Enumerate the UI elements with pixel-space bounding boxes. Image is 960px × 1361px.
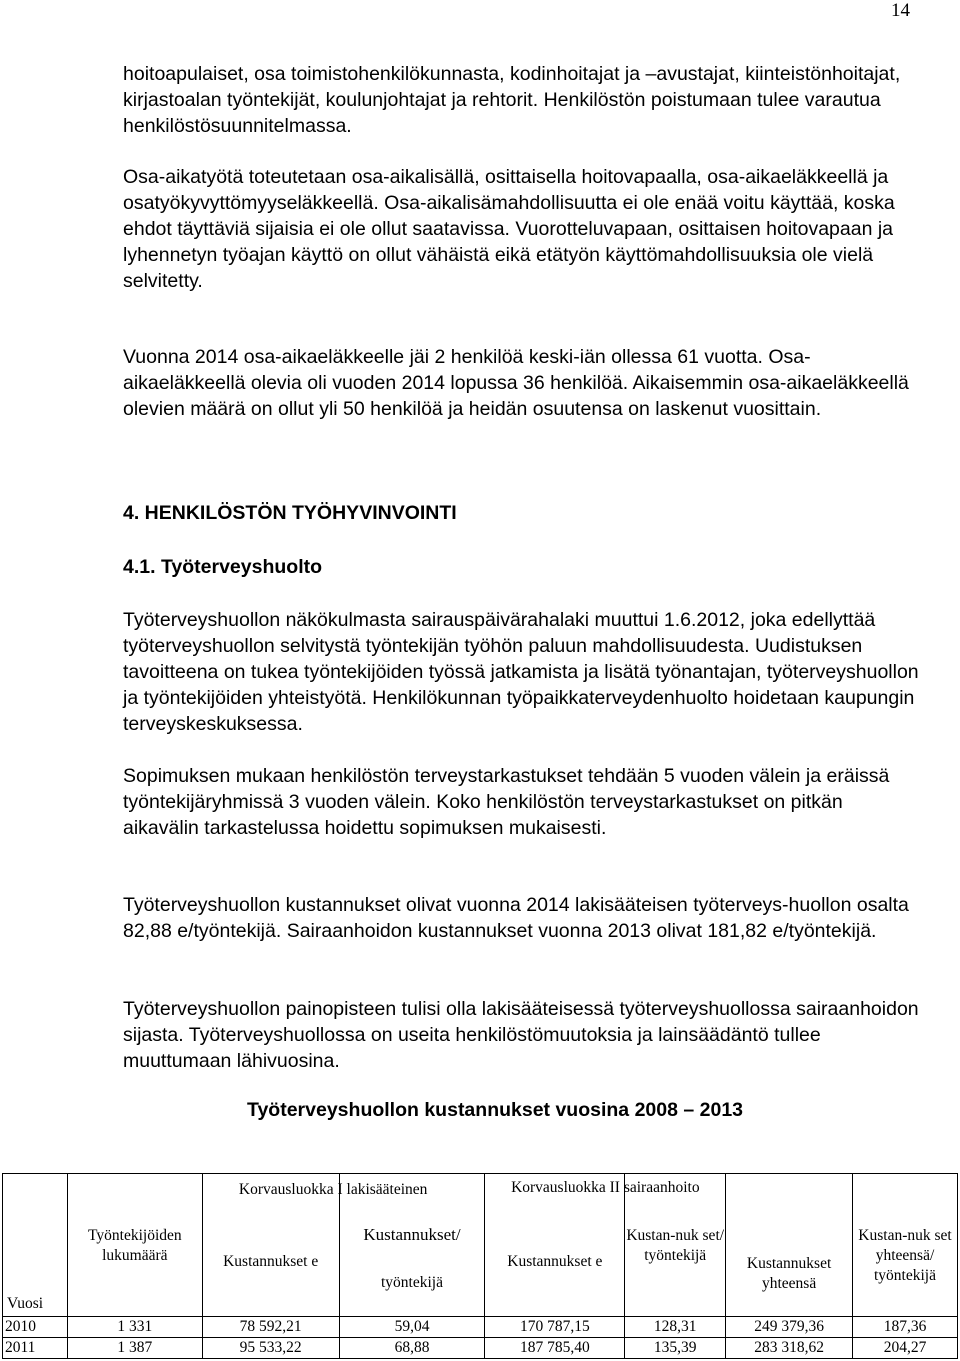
table-header-row <box>3 1174 958 1317</box>
header-class2-costs: Korvausluokka II sairaanhoito Kustannukset e <box>485 1174 625 1317</box>
header-year: Vuosi <box>3 1174 68 1317</box>
paragraph-health-checks <box>123 763 923 841</box>
cell-employee-count: 1 387 <box>67 1338 202 1359</box>
cell-class1-costs: 95 533,22 <box>202 1338 339 1359</box>
cell-total-per-employee: 204,27 <box>853 1338 958 1359</box>
header-class2-per-employee: Kustan-nuk set/ työntekijä <box>625 1174 726 1317</box>
paragraph-part-time-work <box>123 164 923 294</box>
paragraph-costs <box>123 892 923 944</box>
header-class1-per-employee: Kustannukset/ työntekijä <box>339 1174 485 1317</box>
paragraph-text: Työterveyshuollon näkökulmasta sairauspäivärahalaki muuttui 1.6.2012, joka edellyttää työterveyshuollon selvitystä työntekijän työhön paluun mahdollisuudesta. Uudistuksen tavoitteena on tukea työntekijöiden työssä jatkamista ja lisätä työnantajan, työterveyshuollon ja työntekijöiden yhteistyötä. Henkilökunnan työpaikkaterveydenhuolto hoidetaan kaupungin terveyskeskuksessa. <box>123 609 919 735</box>
page-number: 14 <box>891 0 910 21</box>
paragraph-text: Vuonna 2014 osa-aikaeläkkeelle jäi 2 henkilöä keski-iän ollessa 61 vuotta. Osa-aikaeläkkeellä olevia oli vuoden 2014 lopussa 36 henkilöä. Aikaisemmin osa-aikaeläkkeellä olevien määrä on ollut yli 50 henkilöä ja heidän osuutensa on laskenut vuosittain. <box>123 346 909 420</box>
header-group-class1: Korvausluokka I lakisääteinen <box>238 1181 428 1198</box>
paragraph-part-time-pension <box>123 344 923 422</box>
header-employee-count: Työntekijöiden lukumäärä <box>67 1174 202 1317</box>
cell-year: 2011 <box>3 1338 68 1359</box>
header-group-class2: Korvausluokka II sairaanhoito <box>511 1179 700 1196</box>
paragraph-staff-retirement <box>123 61 923 139</box>
paragraph-text: Työterveyshuollon painopisteen tulisi olla lakisääteisessä työterveyshuollossa sairaanhoidon sijasta. Työterveyshuollossa on useita henkilöstömuutoksia ja lainsäädäntö tullee muuttumaan lähivuosina. <box>123 998 919 1072</box>
cell-total-costs: 283 318,62 <box>726 1338 853 1359</box>
cell-class2-costs: 187 785,40 <box>485 1338 625 1359</box>
table-title: Työterveyshuollon kustannukset vuosina 2008 – 2013 <box>247 1099 744 1121</box>
paragraph-text: Sopimuksen mukaan henkilöstön terveystarkastukset tehdään 5 vuoden välein ja eräissä työntekijäryhmissä 3 vuoden välein. Koko henkilöstön terveystarkastukset on pitkän aikavälin tarkastelussa hoidettu sopimuksen mukaisesti. <box>123 765 890 839</box>
cell-class2-costs: 170 787,15 <box>485 1317 625 1338</box>
table-row <box>3 1317 958 1338</box>
cell-class2-per-employee: 128,31 <box>625 1317 726 1338</box>
cell-class1-per-employee: 68,88 <box>339 1338 485 1359</box>
paragraph-text: hoitoapulaiset, osa toimistohenkilökunnasta, kodinhoitajat ja –avustajat, kiinteistönhoitajat, kirjastoalan työntekijät, koulunjohtajat ja rehtorit. Henkilöstön poistumaan tulee varautua henkilöstösuunnitelmassa. <box>123 63 901 137</box>
header-total-costs: Kustannukset yhteensä <box>726 1174 853 1317</box>
cell-class1-per-employee: 59,04 <box>339 1317 485 1338</box>
header-class1-costs: Korvausluokka I lakisääteinen Kustannukset e <box>202 1174 339 1317</box>
cell-class2-per-employee: 135,39 <box>625 1338 726 1359</box>
cell-class1-costs: 78 592,21 <box>202 1317 339 1338</box>
costs-table <box>2 1173 958 1359</box>
cell-total-costs: 249 379,36 <box>726 1317 853 1338</box>
section-heading: 4. HENKILÖSTÖN TYÖHYVINVOINTI <box>123 502 457 524</box>
cell-year: 2010 <box>3 1317 68 1338</box>
cell-employee-count: 1 331 <box>67 1317 202 1338</box>
cell-total-per-employee: 187,36 <box>853 1317 958 1338</box>
paragraph-text: Työterveyshuollon kustannukset olivat vuonna 2014 lakisääteisen työterveys-huollon osalta 82,88 e/työntekijä. Sairaanhoidon kustannukset vuonna 2013 olivat 181,82 e/työntekijä. <box>123 894 909 942</box>
header-total-per-employee: Kustan-nuk set yhteensä/ työntekijä <box>853 1174 958 1317</box>
subsection-heading: 4.1. Työterveyshuolto <box>123 556 323 578</box>
paragraph-focus <box>123 996 923 1074</box>
table-row <box>3 1338 958 1359</box>
paragraph-occupational-health <box>123 607 923 737</box>
paragraph-text: Osa-aikatyötä toteutetaan osa-aikalisällä, osittaisella hoitovapaalla, osa-aikaeläkkeellä ja osatyökyvyttömyyseläkkeellä. Osa-aikalisämahdollisuutta ei ole enää voitu käyttää, koska ehdot täyttäviä sijaisia ei ole ollut saatavissa. Vuorotteluvapaan, osittaisen hoitovapaan ja lyhennetyn työajan käyttö on ollut vähäistä eikä etätyön käyttömahdollisuuksia ole vielä selvitetty. <box>123 166 895 292</box>
